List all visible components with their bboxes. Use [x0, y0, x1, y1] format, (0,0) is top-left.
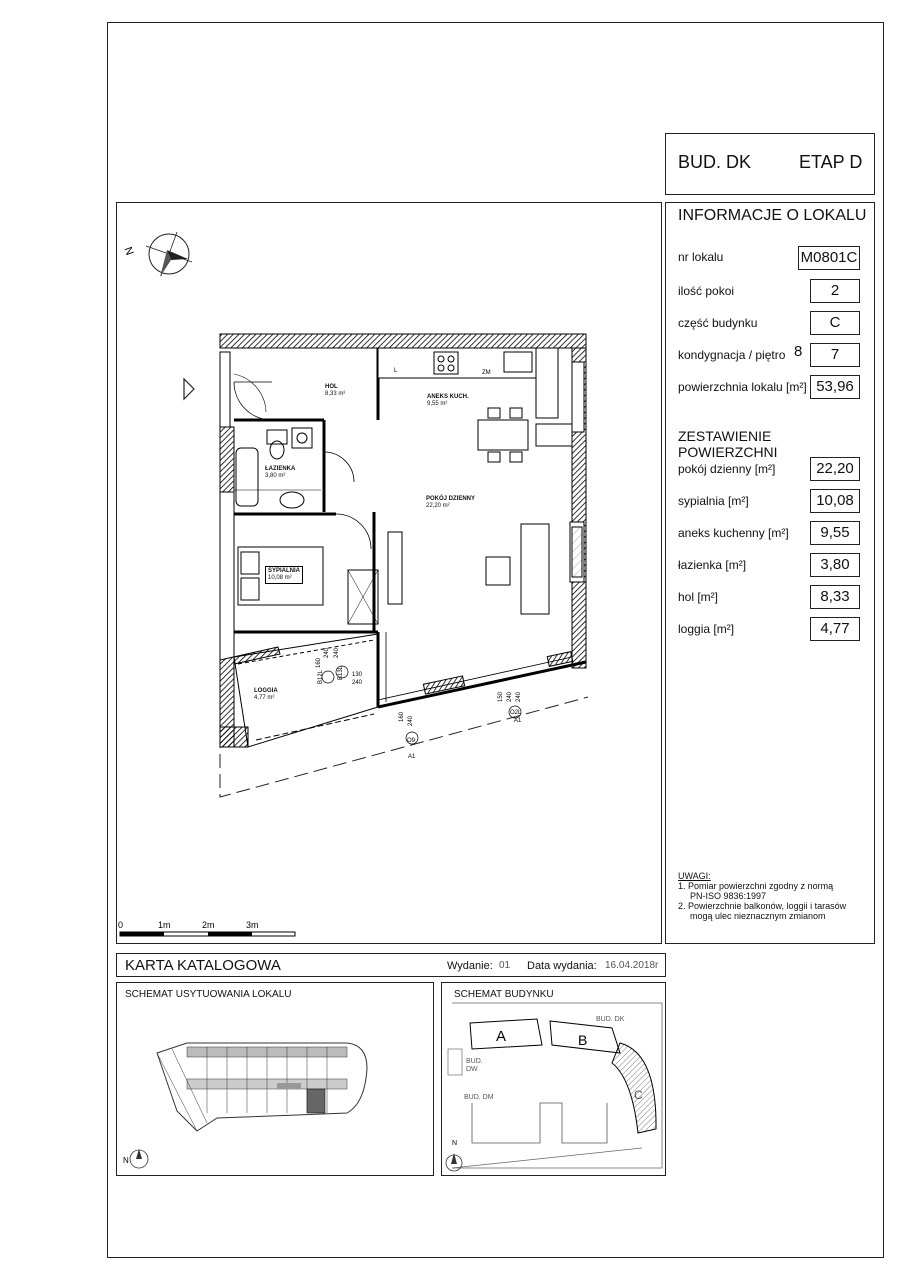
room-label-lazienka [265, 466, 295, 480]
floor-label: kondygnacja / piętro [678, 348, 786, 362]
room-area: 22,20 m² [426, 503, 450, 509]
dim-label: 150 [498, 691, 504, 702]
scale-label: 2m [202, 920, 215, 930]
dim-label: A1 [514, 718, 522, 724]
scheme-unit-title: SCHEMAT USYTUOWANIA LOKALU [125, 989, 292, 1000]
dim-label: 240 [516, 691, 522, 702]
info-title: INFORMACJE O LOKALU [678, 207, 867, 224]
room-area: 8,33 m² [325, 391, 346, 397]
building-code: BUD. DK [678, 152, 752, 172]
date-label: Data wydania: [527, 960, 597, 972]
dim-label: 160 [316, 657, 322, 668]
unit-no-label: nr lokalu [678, 250, 724, 264]
summary-title: ZESTAWIENIE POWIERZCHNI [678, 428, 778, 460]
header-box [665, 133, 875, 195]
area-value: 53,96 [810, 375, 860, 399]
room-area: 4,77 m² [254, 695, 275, 701]
room-name: POKÓJ DZIENNY [426, 496, 476, 502]
scale-bar [118, 920, 295, 936]
notes-line: 1. Pomiar powierzchni zgodny z normą [678, 881, 834, 891]
summary-label: sypialnia [m²] [678, 494, 749, 508]
part-label: część budynku [678, 316, 758, 330]
summary-value: 4,77 [810, 617, 860, 641]
room-name: SYPIALNIA [268, 568, 301, 574]
fixture-label: ZM [482, 370, 491, 376]
building-b-label: B [578, 1032, 588, 1048]
room-name: ANEKS KUCH. [427, 394, 469, 400]
dim-label: 240 [324, 647, 330, 658]
summary-value: 8,33 [810, 585, 860, 609]
entrance-arrow-icon [184, 379, 194, 399]
summary-value: 3,80 [810, 553, 860, 577]
summary-value: 9,55 [810, 521, 860, 545]
room-label-hol [325, 384, 345, 398]
floor-plan [116, 202, 662, 944]
summary-value: 22,20 [810, 457, 860, 481]
catalog-card [116, 953, 666, 977]
room-label-aneks [427, 394, 469, 408]
edition-label: Wydanie: [447, 960, 493, 972]
room-name: HOL [325, 384, 338, 390]
summary-label: pokój dzienny [m²] [678, 462, 776, 476]
dim-label: B13L [338, 665, 344, 680]
unit-no-value: M0801C [798, 246, 860, 270]
dim-label: B12L [318, 669, 324, 684]
summary-label: aneks kuchenny [m²] [678, 526, 789, 540]
dim-label: A1 [408, 754, 416, 760]
building-map [442, 983, 667, 1177]
fixture-label: L [394, 368, 398, 374]
stage-code: ETAP D [799, 152, 863, 172]
unit-location-map [117, 983, 435, 1177]
scheme-unit-box [116, 982, 434, 1176]
summary-value: 10,08 [810, 489, 860, 513]
room-area: 3,80 m² [265, 473, 286, 479]
room-name: ŁAZIENKA [265, 466, 296, 472]
dim-label: O9 [407, 738, 416, 744]
building-dw-label: DW [466, 1066, 478, 1073]
compass-n-label: N [123, 1156, 129, 1165]
compass-n-label: N [452, 1140, 458, 1147]
notes-line: PN-ISO 9836:1997 [690, 891, 767, 901]
notes-line: 2. Powierzchnie balkonów, loggii i tarasów [678, 901, 847, 911]
catalog-title: KARTA KATALOGOWA [125, 957, 281, 974]
rooms-label: ilość pokoi [678, 284, 735, 298]
part-value: C [810, 311, 860, 335]
notes [678, 871, 846, 921]
scheme-building-title: SCHEMAT BUDYNKU [454, 989, 554, 1000]
dim-label: 240 [408, 715, 414, 726]
dim-label: O2L [510, 710, 522, 716]
room-name: LOGGIA [254, 688, 278, 694]
floor-value: 7 [810, 343, 860, 367]
summary-label: łazienka [m²] [678, 558, 747, 572]
compass-icon [121, 232, 192, 277]
room-area: 10,08 m² [268, 575, 292, 581]
notes-title: UWAGI: [678, 871, 711, 881]
dim-label: 240 [507, 691, 513, 702]
date-value: 16.04.2018r [605, 960, 659, 971]
info-panel [665, 202, 875, 944]
room-area: 9,55 m² [427, 401, 448, 407]
edition-value: 01 [499, 960, 511, 971]
building-dk-label: BUD. DK [596, 1016, 625, 1023]
scheme-building-box [441, 982, 666, 1176]
scale-label: 1m [158, 920, 171, 930]
notes-line: mogą ulec nieznacznym zmianom [690, 911, 826, 921]
scale-label: 0 [118, 920, 124, 930]
dim-label: 160 [399, 711, 405, 722]
area-label: powierzchnia lokalu [m²] [678, 380, 807, 394]
dim-label: 240 [352, 680, 363, 686]
room-label-sypialnia [265, 566, 303, 584]
scale-label: 3m [246, 920, 259, 930]
room-label-loggia [254, 688, 278, 702]
building-dm-label: BUD. DM [464, 1094, 494, 1101]
rooms-value: 2 [810, 279, 860, 303]
room-label-pokoj [426, 496, 475, 510]
summary-label: loggia [m²] [678, 622, 735, 636]
storey-value: 8 [794, 343, 803, 360]
compass-n-label: N [121, 245, 136, 258]
building-dw-label: BUD. [466, 1058, 483, 1065]
building-c-label: C [634, 1088, 643, 1102]
summary-label: hol [m²] [678, 590, 719, 604]
building-a-label: A [496, 1028, 507, 1045]
dim-label: 130 [352, 672, 363, 678]
dim-label: 240 [334, 647, 340, 658]
